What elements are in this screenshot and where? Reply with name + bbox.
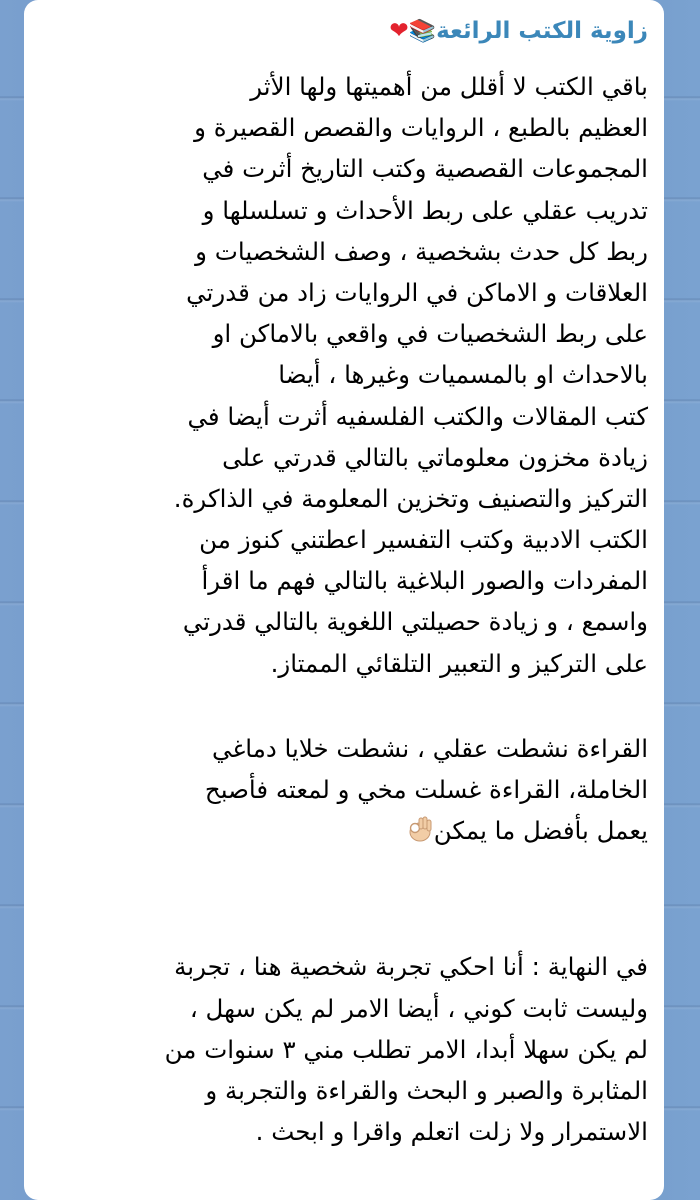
paragraph-spacer xyxy=(36,851,648,946)
text-line: في النهاية : أنا احكي تجربة شخصية هنا ، تجربة xyxy=(174,952,648,982)
text-line: كتب المقالات والكتب الفلسفيه أثرت أيضا في xyxy=(187,401,648,431)
text-line: على ربط الشخصيات في واقعي بالاماكن او xyxy=(212,319,648,349)
text-line: يعمل بأفضل ما يمكن xyxy=(433,816,648,846)
text-line: العلاقات و الاماكن في الروايات زاد من قدرتي xyxy=(186,277,648,307)
text-line: المجموعات القصصية وكتب التاريخ أثرت في xyxy=(202,154,648,184)
ok-hand-icon xyxy=(404,814,434,844)
paragraph-spacer xyxy=(36,684,648,728)
text-line: لم يكن سهلا أبدا، الامر تطلب مني ٣ سنوات من xyxy=(164,1034,648,1064)
text-line: ربط كل حدث بشخصية ، وصف الشخصيات و xyxy=(195,236,648,266)
text-line: على التركيز و التعبير التلقائي الممتاز. xyxy=(270,648,648,678)
text-line: الكتب الادبية وكتب التفسير اعطتني كنوز من xyxy=(199,525,648,555)
text-line: القراءة نشطت عقلي ، نشطت خلايا دماغي xyxy=(212,733,648,763)
text-line: التركيز والتصنيف وتخزين المعلومة في الذاكرة. xyxy=(173,483,648,513)
text-line-with-emoji xyxy=(36,810,648,851)
text-line: باقي الكتب لا أقلل من أهميتها ولها الأثر xyxy=(250,72,648,101)
text-line: الاستمرار ولا زلت اتعلم واقرا و ابحث . xyxy=(255,1117,648,1147)
paragraph-3 xyxy=(36,946,648,1152)
text-line: العظيم بالطبع ، الروايات والقصص القصيرة و xyxy=(194,113,648,143)
text-line: المفردات والصور البلاغية بالتالي فهم ما اقرأ xyxy=(201,566,648,596)
channel-name[interactable]: زاوية الكتب الرائعة xyxy=(436,18,648,44)
message-bubble[interactable] xyxy=(24,0,664,1200)
text-line: واسمع ، و زيادة حصيلتي اللغوية بالتالي قدرتي xyxy=(182,607,648,637)
text-line: وليست ثابت كوني ، أيضا الامر لم يكن سهل ، xyxy=(189,993,648,1023)
paragraph-1 xyxy=(36,66,648,684)
text-line: زيادة مخزون معلوماتي بالتالي قدرتي على xyxy=(222,442,648,472)
text-line: تدريب عقلي على ربط الأحداث و تسلسلها و xyxy=(202,195,648,225)
heart-icon: ❤ xyxy=(389,18,409,44)
text-line: بالاحداث او بالمسميات وغيرها ، أيضا xyxy=(278,360,648,390)
channel-name-row[interactable] xyxy=(40,10,648,53)
books-icon: 📚 xyxy=(408,19,437,44)
paragraph-2 xyxy=(36,728,648,852)
message-text xyxy=(36,66,648,1152)
text-line: المثابرة والصبر و البحث والقراءة والتجربة و xyxy=(205,1075,648,1105)
text-line: الخاملة، القراءة غسلت مخي و لمعته فأصبح xyxy=(204,775,648,804)
